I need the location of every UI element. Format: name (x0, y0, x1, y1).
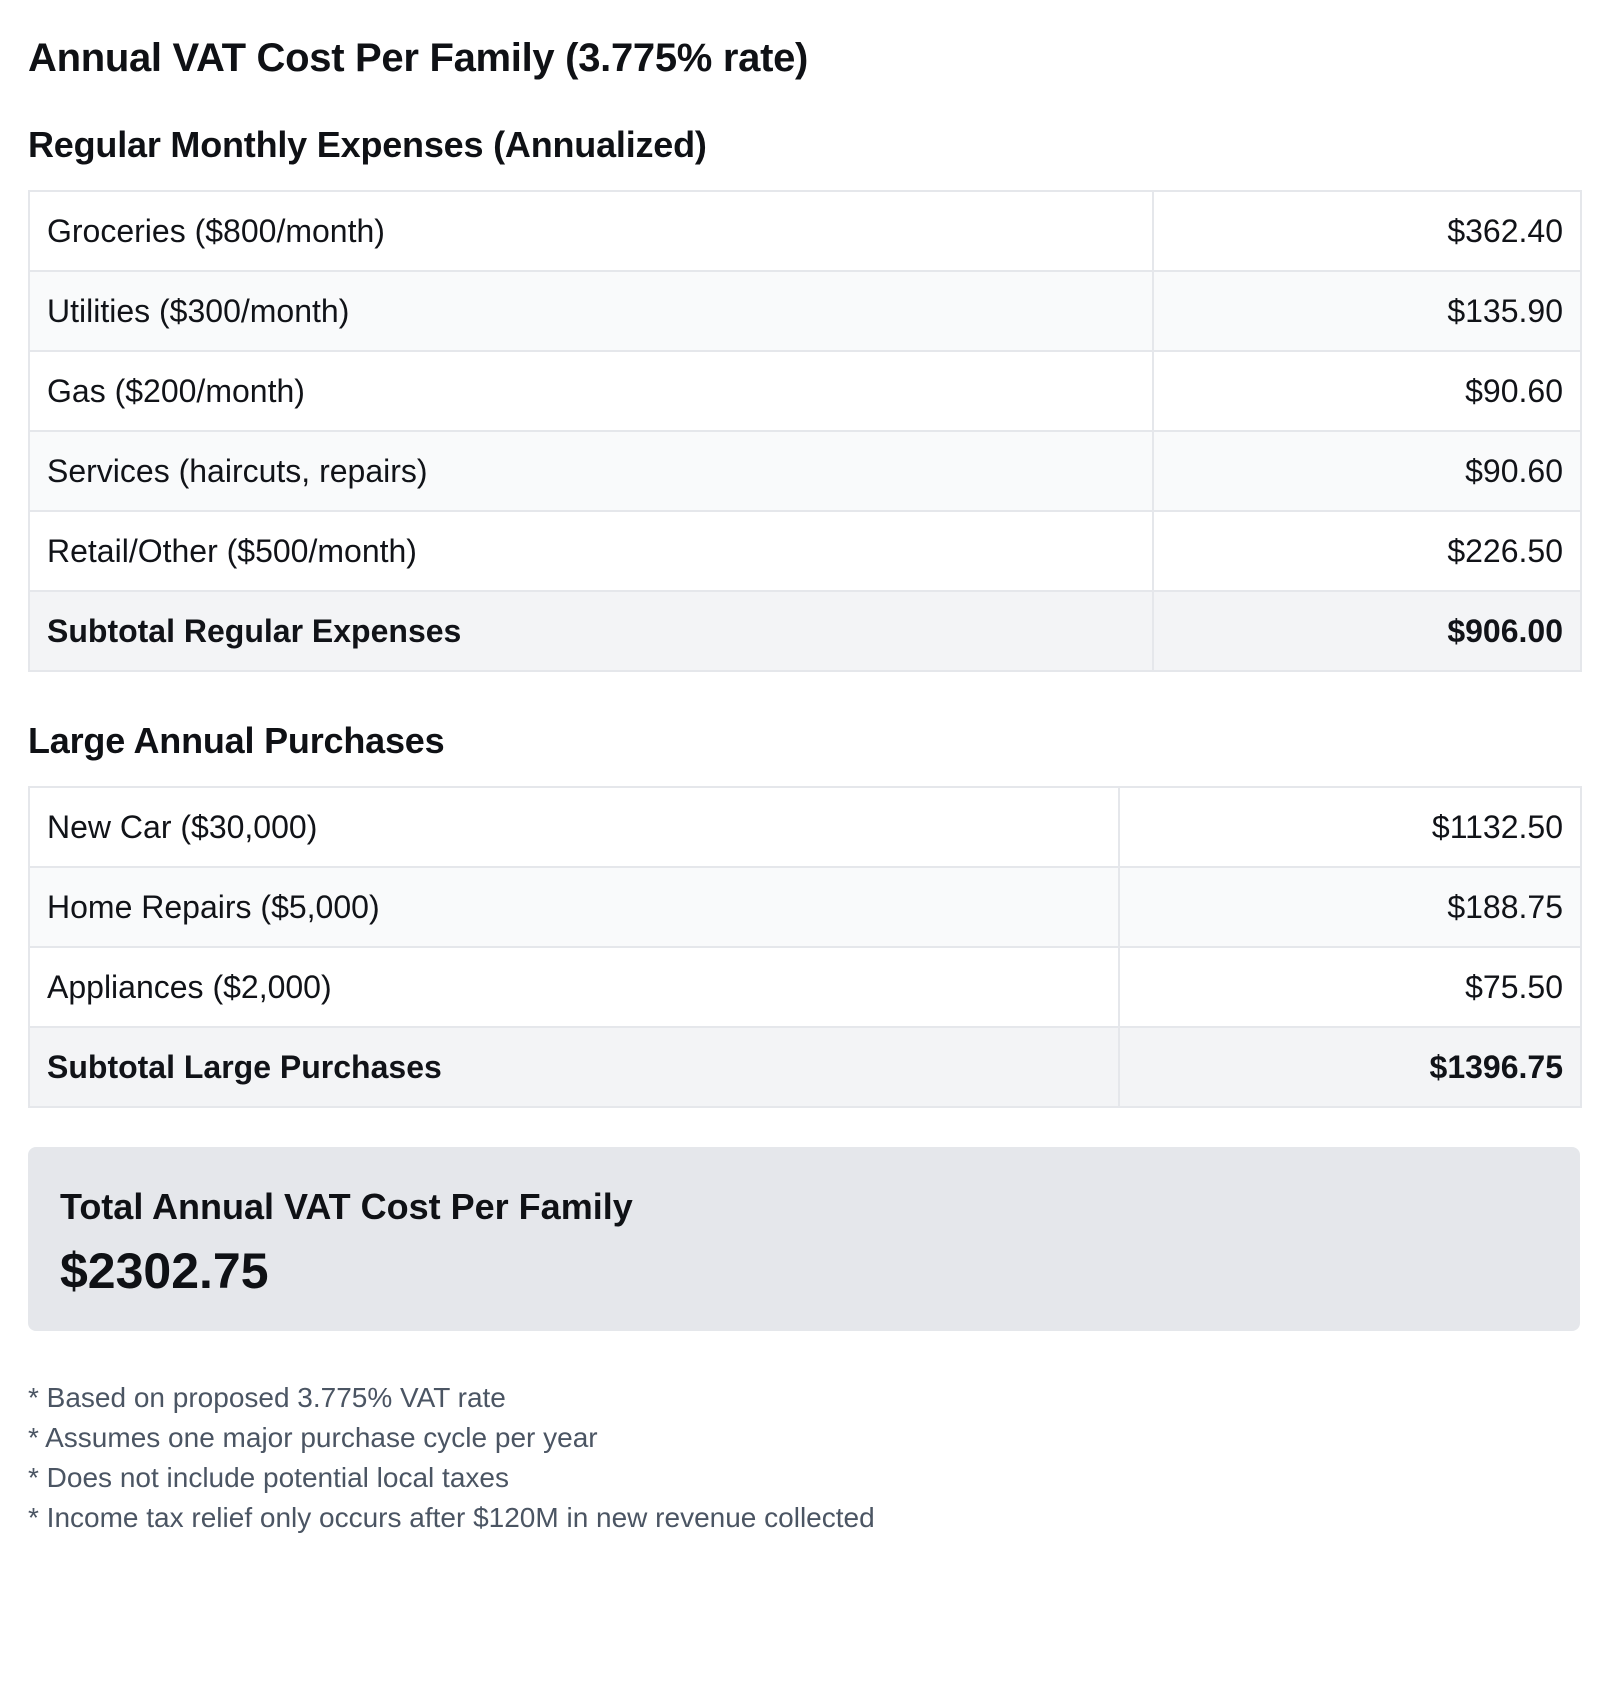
subtotal-label: Subtotal Large Purchases (29, 1027, 1119, 1107)
subtotal-label: Subtotal Regular Expenses (29, 591, 1153, 671)
footnote: * Based on proposed 3.775% VAT rate (28, 1382, 506, 1413)
regular-expenses-table (28, 190, 1582, 672)
table-row (29, 947, 1581, 1027)
expense-label: Gas ($200/month) (29, 351, 1153, 431)
regular-expenses-heading: Regular Monthly Expenses (Annualized) (28, 124, 707, 165)
total-value: $2302.75 (60, 1243, 269, 1299)
subtotal-amount: $906.00 (1153, 591, 1581, 671)
expense-label: Utilities ($300/month) (29, 271, 1153, 351)
total-label: Total Annual VAT Cost Per Family (60, 1186, 633, 1227)
footnote: * Income tax relief only occurs after $120M in new revenue collected (28, 1502, 875, 1533)
table-row (29, 431, 1581, 511)
table-row (29, 511, 1581, 591)
subtotal-amount: $1396.75 (1119, 1027, 1581, 1107)
expense-amount: $135.90 (1153, 271, 1581, 351)
table-row (29, 351, 1581, 431)
expense-label: Groceries ($800/month) (29, 191, 1153, 271)
expense-label: Services (haircuts, repairs) (29, 431, 1153, 511)
purchase-label: Appliances ($2,000) (29, 947, 1119, 1027)
expense-amount: $90.60 (1153, 351, 1581, 431)
expense-amount: $362.40 (1153, 191, 1581, 271)
purchase-label: Home Repairs ($5,000) (29, 867, 1119, 947)
footnotes (28, 1378, 1580, 1538)
subtotal-row (29, 1027, 1581, 1107)
table-row (29, 867, 1581, 947)
purchase-amount: $1132.50 (1119, 787, 1581, 867)
subtotal-row (29, 591, 1581, 671)
table-row (29, 787, 1581, 867)
purchase-label: New Car ($30,000) (29, 787, 1119, 867)
expense-label: Retail/Other ($500/month) (29, 511, 1153, 591)
table-row (29, 271, 1581, 351)
purchase-amount: $188.75 (1119, 867, 1581, 947)
large-purchases-heading: Large Annual Purchases (28, 720, 445, 761)
expense-amount: $226.50 (1153, 511, 1581, 591)
large-purchases-table (28, 786, 1582, 1108)
total-summary-box (28, 1147, 1580, 1331)
footnote: * Does not include potential local taxes (28, 1462, 509, 1493)
page-title: Annual VAT Cost Per Family (3.775% rate) (28, 36, 809, 80)
footnote: * Assumes one major purchase cycle per year (28, 1422, 598, 1453)
expense-amount: $90.60 (1153, 431, 1581, 511)
purchase-amount: $75.50 (1119, 947, 1581, 1027)
table-row (29, 191, 1581, 271)
